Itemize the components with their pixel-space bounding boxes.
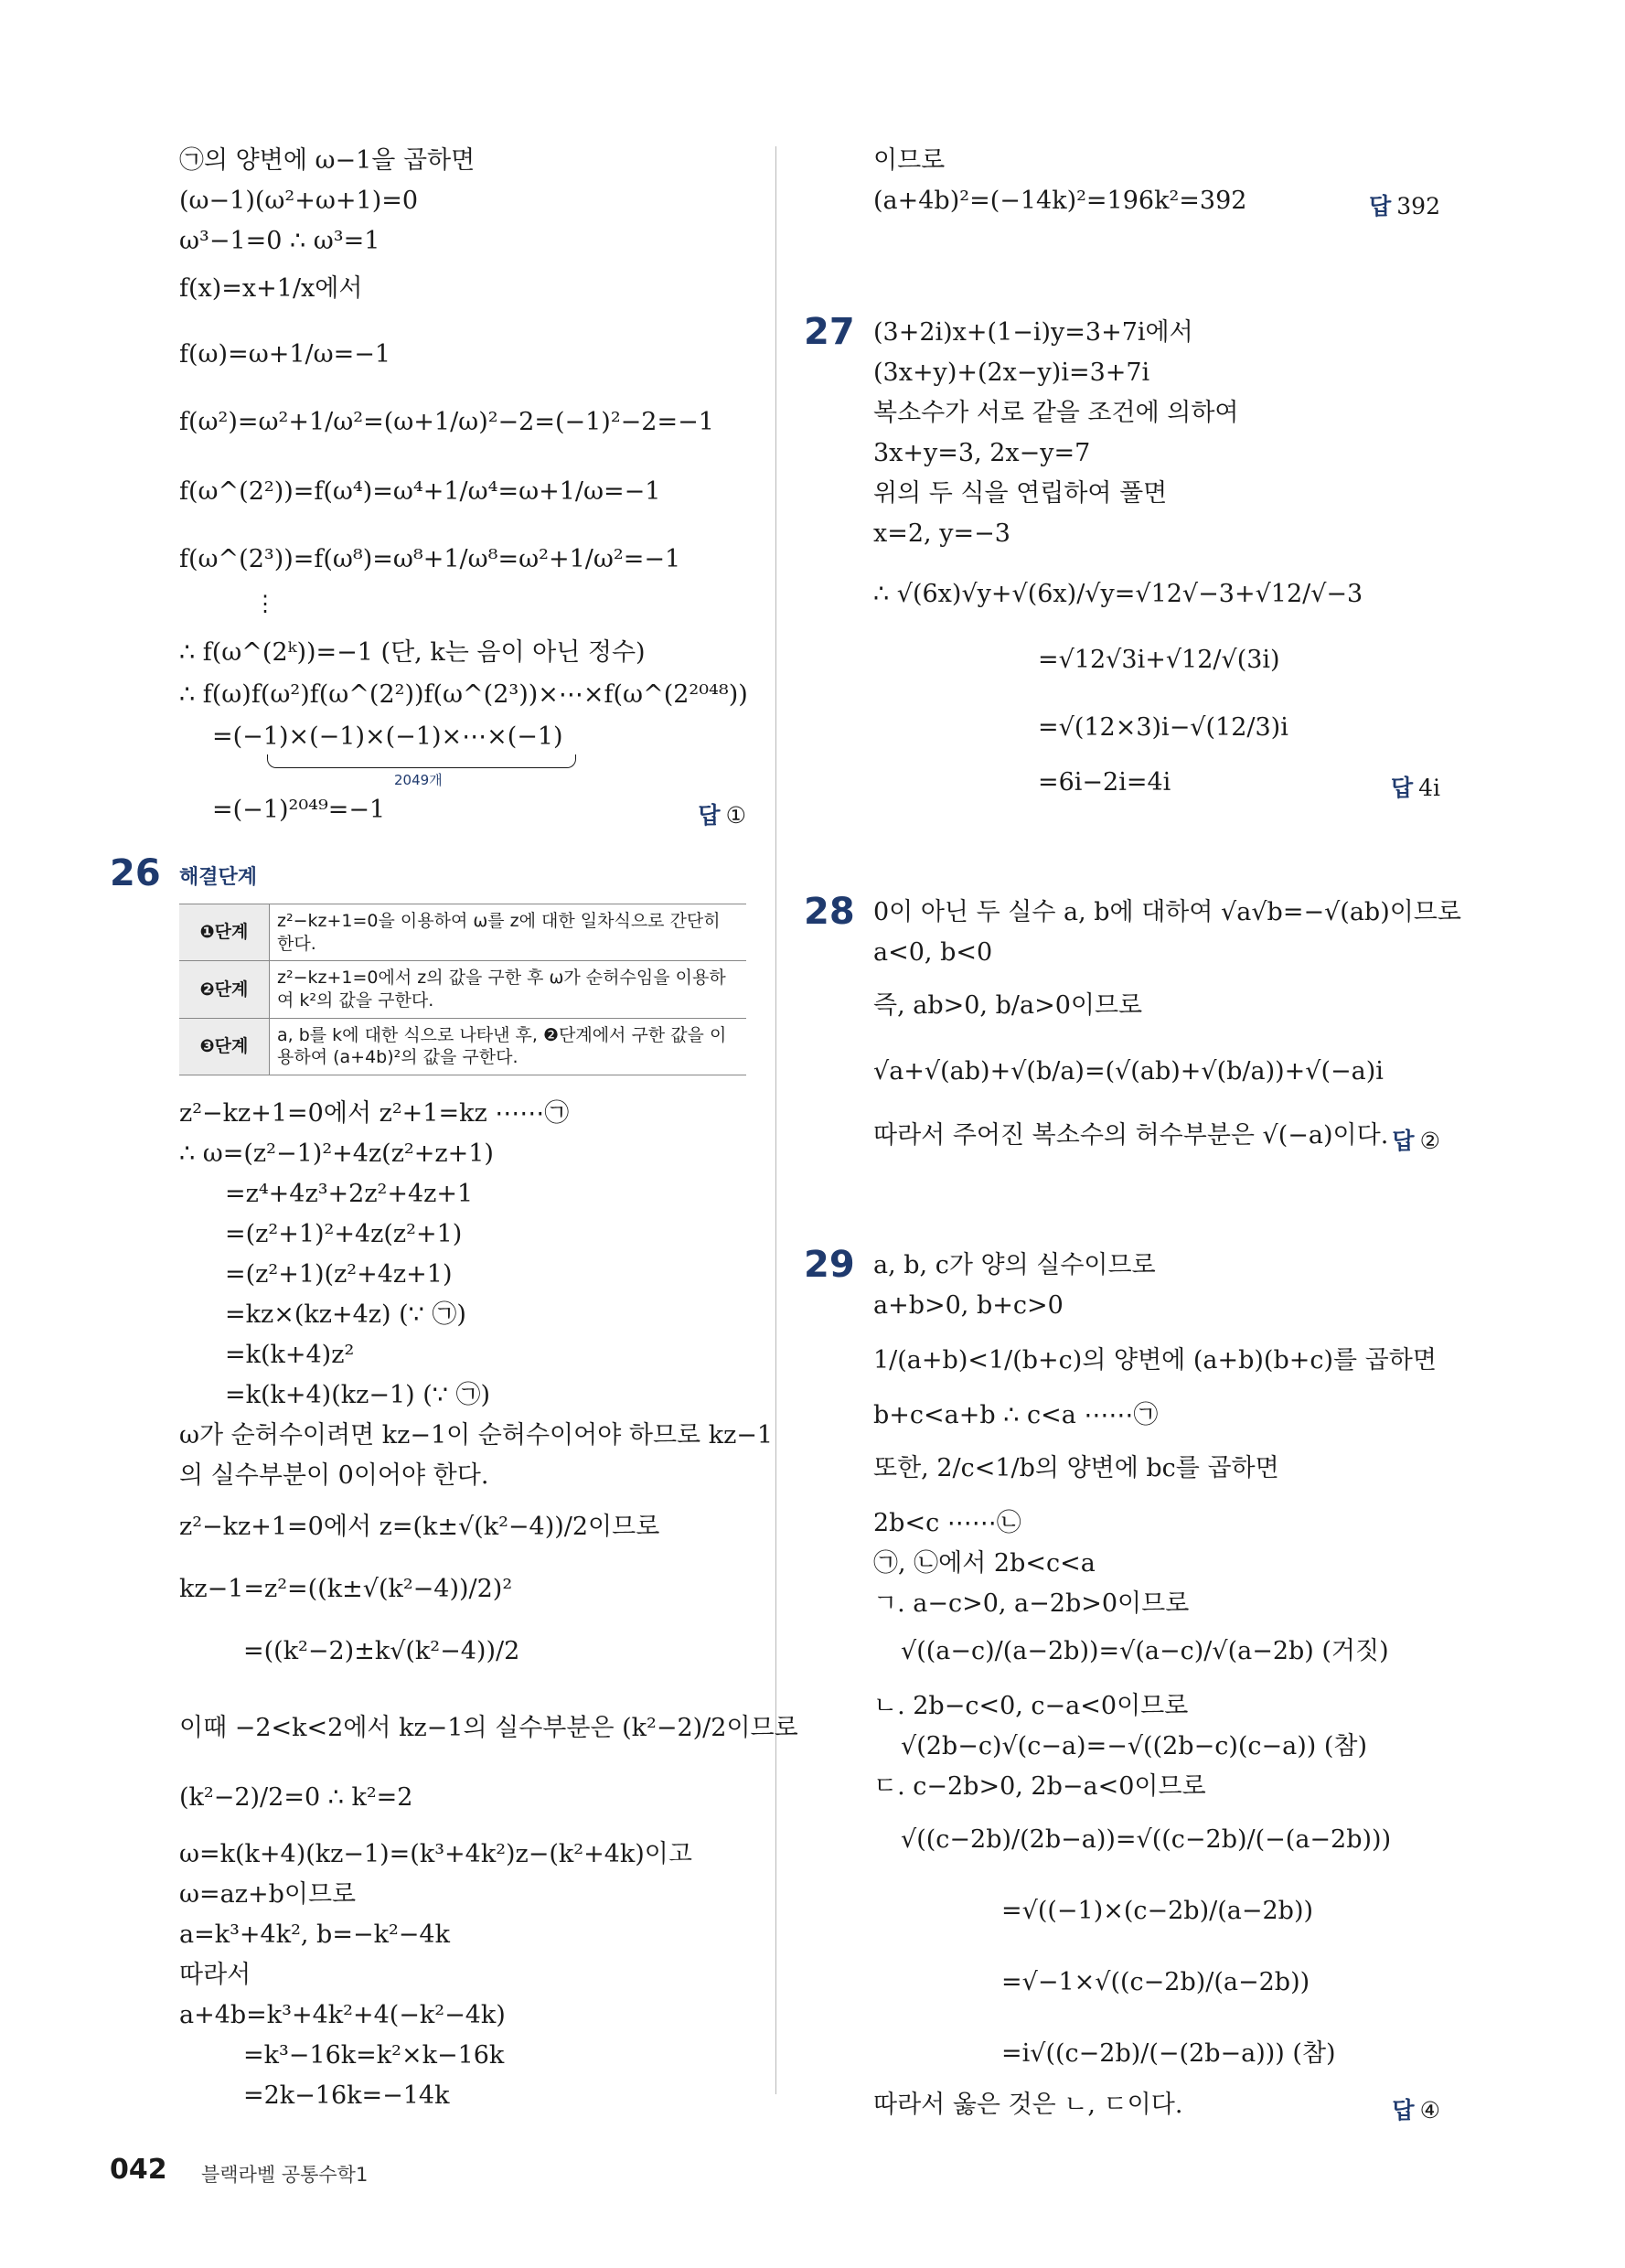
math-line: (a+4b)²=(−14k)²=196k²=392 [873, 187, 1247, 215]
math-line: ㉠의 양변에 ω−1을 곱하면 [179, 146, 476, 175]
step-label: ❸단계 [179, 1018, 270, 1075]
math-line: ∴ √(6x)√y+√(6x)/√y=√12√−3+√12/√−3 [873, 580, 1363, 608]
answer-value: 4i [1418, 775, 1440, 801]
answer-label: 답 [698, 802, 721, 829]
math-line: =√(12×3)i−√(12/3)i [1038, 713, 1288, 742]
answer-value: ① [725, 802, 746, 829]
answer-value: 392 [1396, 193, 1440, 219]
math-line: f(ω^(2²))=f(ω⁴)=ω⁴+1/ω⁴=ω+1/ω=−1 [179, 477, 661, 506]
step-text: z²−kz+1=0에서 z의 값을 구한 후 ω가 순허수임을 이용하여 k²의 값을 구한다. [270, 961, 747, 1018]
math-line: f(x)=x+1/x에서 [179, 274, 363, 303]
math-line: f(ω²)=ω²+1/ω²=(ω+1/ω)²−2=(−1)²−2=−1 [179, 408, 714, 436]
math-line: ㉠, ㉡에서 2b<c<a [873, 1549, 1096, 1578]
brace-count-note: 2049개 [394, 772, 443, 788]
math-line: ㄴ. 2b−c<0, c−a<0이므로 [873, 1692, 1189, 1720]
math-line: √(2b−c)√(c−a)=−√((2b−c)(c−a)) (참) [901, 1732, 1368, 1760]
math-line: 따라서 [179, 1961, 251, 1989]
math-line: =(−1)×(−1)×(−1)×⋯×(−1) [212, 722, 563, 751]
math-line: ω=az+b이므로 [179, 1880, 357, 1909]
math-line: =k³−16k=k²×k−16k [243, 2041, 505, 2070]
math-line: (ω−1)(ω²+ω+1)=0 [179, 187, 419, 215]
math-line: =(−1)²⁰⁴⁹=−1 [212, 796, 386, 824]
math-line: ㄷ. c−2b>0, 2b−a<0이므로 [873, 1772, 1206, 1801]
math-line: 따라서 옳은 것은 ㄴ, ㄷ이다. [873, 2091, 1183, 2119]
math-line: 3x+y=3, 2x−y=7 [873, 439, 1091, 467]
math-line: (3x+y)+(2x−y)i=3+7i [873, 358, 1150, 387]
math-line: =kz×(kz+4z) (∵ ㉠) [225, 1300, 466, 1329]
math-line: √((a−c)/(a−2b))=√(a−c)/√(a−2b) (거짓) [901, 1637, 1389, 1665]
math-line: ω가 순허수이려면 kz−1이 순허수이어야 하므로 kz−1 [179, 1421, 774, 1450]
math-line: 복소수가 서로 같을 조건에 의하여 [873, 399, 1239, 427]
step-label: ❶단계 [179, 904, 270, 961]
math-line: a<0, b<0 [873, 938, 993, 967]
answer-box [1392, 2092, 1440, 2125]
answer-box [1369, 188, 1440, 221]
math-line: ㄱ. a−c>0, a−2b>0이므로 [873, 1589, 1190, 1618]
math-line: =2k−16k=−14k [243, 2081, 450, 2110]
table-row [179, 1018, 746, 1075]
math-line: 이때 −2<k<2에서 kz−1의 실수부분은 (k²−2)/2이므로 [179, 1714, 798, 1742]
math-line: a+b>0, b+c>0 [873, 1291, 1064, 1320]
math-line: z²−kz+1=0에서 z=(k±√(k²−4))/2이므로 [179, 1513, 660, 1541]
answer-label: 답 [1392, 2097, 1415, 2124]
vertical-ellipsis: ⋮ [254, 591, 276, 616]
math-line: 즉, ab>0, b/a>0이므로 [873, 991, 1143, 1020]
solution-steps-table [179, 904, 746, 1075]
math-line: =(z²+1)²+4z(z²+1) [225, 1220, 463, 1248]
step-label: ❷단계 [179, 961, 270, 1018]
math-line: 위의 두 식을 연립하여 풀면 [873, 479, 1168, 508]
math-line: 의 실수부분이 0이어야 한다. [179, 1461, 489, 1490]
math-line: =k(k+4)(kz−1) (∵ ㉠) [225, 1381, 491, 1409]
math-line: =i√((c−2b)/(−(2b−a))) (참) [1001, 2039, 1336, 2068]
math-line: =√((−1)×(c−2b)/(a−2b)) [1001, 1897, 1314, 1925]
math-line: a=k³+4k², b=−k²−4k [179, 1920, 450, 1949]
math-line: (3+2i)x+(1−i)y=3+7i에서 [873, 318, 1193, 347]
math-line: =(z²+1)(z²+4z+1) [225, 1260, 453, 1289]
problem-number: 26 [110, 852, 161, 894]
math-line: ∴ f(ω^(2ᵏ))=−1 (단, k는 음이 아닌 정수) [179, 638, 646, 667]
page-number: 042 [110, 2154, 167, 2186]
math-line: 또한, 2/c<1/b의 양변에 bc를 곱하면 [873, 1454, 1279, 1482]
answer-label: 답 [1369, 193, 1392, 219]
math-line: (k²−2)/2=0 ∴ k²=2 [179, 1783, 413, 1812]
column-divider [775, 146, 776, 2094]
math-line: ω=k(k+4)(kz−1)=(k³+4k²)z−(k²+4k)이고 [179, 1840, 692, 1868]
answer-label: 답 [1390, 775, 1414, 801]
underbrace [267, 754, 576, 768]
math-line: f(ω^(2³))=f(ω⁸)=ω⁸+1/ω⁸=ω²+1/ω²=−1 [179, 545, 681, 573]
math-line: 1/(a+b)<1/(b+c)의 양변에 (a+b)(b+c)를 곱하면 [873, 1346, 1437, 1375]
math-line: =z⁴+4z³+2z²+4z+1 [225, 1180, 474, 1208]
math-line: ∴ ω=(z²−1)²+4z(z²+z+1) [179, 1139, 494, 1168]
answer-box [1391, 770, 1440, 803]
math-line: 이므로 [873, 146, 946, 175]
math-line: =√12√3i+√12/√(3i) [1038, 646, 1280, 674]
math-line: ∴ f(ω)f(ω²)f(ω^(2²))f(ω^(2³))×⋯×f(ω^(2²⁰⁴⁸)) [179, 680, 748, 709]
table-row [179, 904, 746, 961]
answer-value: ② [1419, 1128, 1440, 1154]
answer-box [698, 797, 746, 830]
answer-label: 답 [1392, 1128, 1415, 1154]
section-heading: 해결단계 [179, 866, 258, 889]
answer-box [1392, 1123, 1440, 1156]
math-line: f(ω)=ω+1/ω=−1 [179, 340, 391, 369]
problem-number: 27 [804, 311, 855, 353]
math-line: a+4b=k³+4k²+4(−k²−4k) [179, 2001, 506, 2029]
math-line: ω³−1=0 ∴ ω³=1 [179, 227, 380, 255]
math-line: =6i−2i=4i [1038, 768, 1171, 797]
math-line: kz−1=z²=((k±√(k²−4))/2)² [179, 1575, 513, 1603]
math-line: =√−1×√((c−2b)/(a−2b)) [1001, 1968, 1310, 1996]
math-line: a, b, c가 양의 실수이므로 [873, 1251, 1156, 1279]
math-line: 따라서 주어진 복소수의 허수부분은 √(−a)이다. [873, 1121, 1389, 1150]
step-text: a, b를 k에 대한 식으로 나타낸 후, ❷단계에서 구한 값을 이용하여 (a+4b)²의 값을 구한다. [270, 1018, 747, 1075]
math-line: √a+√(ab)+√(b/a)=(√(ab)+√(b/a))+√(−a)i [873, 1057, 1384, 1086]
table-row [179, 961, 746, 1018]
math-line: x=2, y=−3 [873, 519, 1010, 548]
math-line: =k(k+4)z² [225, 1341, 355, 1369]
math-line: 2b<c ⋯⋯㉡ [873, 1509, 1021, 1537]
problem-number: 29 [804, 1244, 855, 1286]
problem-number: 28 [804, 891, 855, 933]
math-line: √((c−2b)/(2b−a))=√((c−2b)/(−(a−2b))) [901, 1825, 1392, 1854]
answer-value: ④ [1419, 2097, 1440, 2124]
math-line: b+c<a+b ∴ c<a ⋯⋯㉠ [873, 1401, 1159, 1429]
step-text: z²−kz+1=0을 이용하여 ω를 z에 대한 일차식으로 간단히 한다. [270, 904, 747, 961]
math-line: 0이 아닌 두 실수 a, b에 대하여 √a√b=−√(ab)이므로 [873, 898, 1461, 926]
book-title: 블랙라벨 공통수학1 [201, 2164, 369, 2186]
math-line: =((k²−2)±k√(k²−4))/2 [243, 1637, 520, 1665]
math-line: z²−kz+1=0에서 z²+1=kz ⋯⋯㉠ [179, 1099, 570, 1128]
